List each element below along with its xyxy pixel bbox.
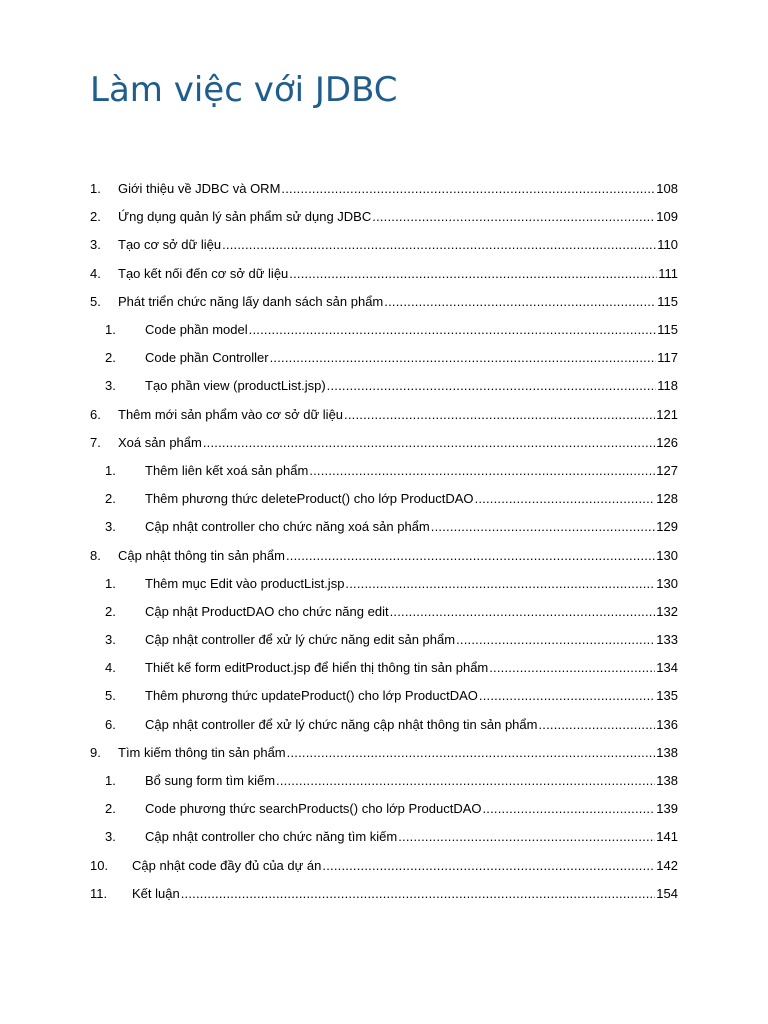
- toc-entry[interactable]: [90, 541, 678, 569]
- toc-entry-title: Thêm phương thức deleteProduct() cho lớp ProductDAO: [145, 491, 474, 507]
- toc-entry-number: 5.: [105, 688, 116, 704]
- toc-entry-number: 6.: [105, 716, 116, 732]
- toc-dot-leader: [344, 401, 655, 429]
- toc-entry[interactable]: [90, 852, 678, 880]
- toc-subentry[interactable]: [90, 513, 678, 541]
- toc-entry-title: Thêm mới sản phẩm vào cơ sở dữ liệu: [118, 406, 344, 422]
- toc-entry-page: 117: [657, 350, 678, 366]
- toc-subentry[interactable]: [90, 654, 678, 682]
- toc-entry-number: 7.: [90, 434, 101, 450]
- toc-entry-page: 128: [656, 491, 678, 507]
- toc-entry-title: Ứng dụng quản lý sản phẩm sử dụng JDBC: [118, 209, 372, 225]
- toc-subentry[interactable]: [90, 626, 678, 654]
- toc-entry-title: Thêm liên kết xoá sản phẩm: [145, 462, 309, 478]
- toc-entry-page: 121: [656, 406, 678, 422]
- toc-entry-number: 1.: [105, 322, 116, 338]
- toc-entry-title: Phát triển chức năng lấy danh sách sản phẩm: [118, 293, 384, 309]
- toc-dot-leader: [222, 231, 656, 259]
- toc-dot-leader: [345, 570, 655, 598]
- toc-entry-page: 138: [656, 744, 678, 760]
- toc-entry-title: Bổ sung form tìm kiếm: [145, 773, 276, 789]
- toc-entry-title: Cập nhật controller để xử lý chức năng cập nhật thông tin sản phẩm: [145, 716, 538, 732]
- toc-entry[interactable]: [90, 880, 678, 908]
- toc-entry-number: 2.: [105, 350, 116, 366]
- toc-dot-leader: [286, 542, 655, 570]
- toc-dot-leader: [479, 682, 655, 710]
- toc-entry-number: 1.: [90, 181, 101, 197]
- toc-entry-number: 11.: [90, 885, 108, 901]
- toc-dot-leader: [281, 175, 655, 203]
- toc-entry[interactable]: [90, 203, 678, 231]
- toc-entry-page: 126: [656, 434, 678, 450]
- toc-entry-title: Code phương thức searchProducts() cho lớp ProductDAO: [145, 801, 482, 817]
- toc-entry[interactable]: [90, 175, 678, 203]
- toc-entry-number: 3.: [90, 237, 101, 253]
- toc-entry-title: Tạo phần view (productList.jsp): [145, 378, 326, 394]
- toc-entry-number: 10.: [90, 857, 109, 873]
- toc-subentry[interactable]: [90, 316, 678, 344]
- toc-dot-leader: [456, 626, 655, 654]
- toc-entry-title: Thêm mục Edit vào productList.jsp: [145, 575, 345, 591]
- toc-entry[interactable]: [90, 288, 678, 316]
- toc-entry[interactable]: [90, 429, 678, 457]
- toc-entry-number: 1.: [105, 773, 116, 789]
- toc-entry-page: 108: [656, 181, 678, 197]
- toc-entry-page: 130: [656, 547, 678, 563]
- document-title: Làm việc với JDBC: [90, 70, 398, 110]
- toc-entry-number: 1.: [105, 462, 116, 478]
- toc-entry-number: 6.: [90, 406, 101, 422]
- toc-dot-leader: [372, 203, 655, 231]
- toc-entry-title: Cập nhật code đầy đủ của dự án: [132, 857, 322, 873]
- toc-entry-number: 5.: [90, 293, 101, 309]
- toc-subentry[interactable]: [90, 598, 678, 626]
- toc-dot-leader: [489, 654, 655, 682]
- toc-entry-page: 109: [656, 209, 678, 225]
- toc-entry-number: 2.: [90, 209, 101, 225]
- toc-dot-leader: [287, 739, 656, 767]
- toc-dot-leader: [384, 288, 656, 316]
- toc-entry-title: Tạo cơ sở dữ liệu: [118, 237, 222, 253]
- toc-dot-leader: [203, 429, 655, 457]
- toc-entry-title: Tạo kết nối đến cơ sở dữ liệu: [118, 265, 289, 281]
- toc-entry[interactable]: [90, 231, 678, 259]
- toc-entry-number: 8.: [90, 547, 101, 563]
- toc-entry-title: Cập nhật thông tin sản phẩm: [118, 547, 285, 563]
- toc-subentry[interactable]: [90, 682, 678, 710]
- toc-entry-title: Cập nhật controller cho chức năng tìm kiếm: [145, 829, 398, 845]
- toc-entry-page: 111: [658, 265, 678, 281]
- toc-dot-leader: [289, 260, 657, 288]
- toc-entry-title: Giới thiệu về JDBC và ORM: [118, 181, 281, 197]
- toc-entry-title: Kết luận: [132, 885, 180, 901]
- toc-entry-page: 132: [656, 603, 678, 619]
- toc-entry-title: Code phần model: [145, 322, 248, 338]
- toc-entry-title: Thiết kế form editProduct.jsp để hiển thị thông tin sản phẩm: [145, 660, 489, 676]
- toc-entry-page: 129: [656, 519, 678, 535]
- toc-entry-number: 2.: [105, 603, 116, 619]
- toc-entry-number: 2.: [105, 801, 116, 817]
- toc-dot-leader: [270, 344, 657, 372]
- toc-entry[interactable]: [90, 401, 678, 429]
- toc-subentry[interactable]: [90, 767, 678, 795]
- toc-dot-leader: [276, 767, 655, 795]
- toc-entry-number: 2.: [105, 491, 116, 507]
- toc-entry-page: 139: [656, 801, 678, 817]
- toc-entry-page: 134: [656, 660, 678, 676]
- toc-entry[interactable]: [90, 260, 678, 288]
- toc-entry-page: 135: [656, 688, 678, 704]
- toc-entry-title: Code phần Controller: [145, 350, 269, 366]
- toc-subentry[interactable]: [90, 372, 678, 400]
- toc-entry-title: Cập nhật controller để xử lý chức năng edit sản phẩm: [145, 632, 456, 648]
- toc-dot-leader: [327, 372, 657, 400]
- toc-entry-page: 138: [656, 773, 678, 789]
- toc-entry-title: Cập nhật ProductDAO cho chức năng edit: [145, 603, 389, 619]
- toc-entry-number: 3.: [105, 632, 116, 648]
- toc-dot-leader: [398, 823, 655, 851]
- toc-dot-leader: [483, 795, 656, 823]
- toc-dot-leader: [249, 316, 657, 344]
- toc-entry-page: 115: [657, 322, 678, 338]
- toc-entry-number: 3.: [105, 829, 116, 845]
- toc-dot-leader: [431, 513, 656, 541]
- toc-entry-title: Tìm kiếm thông tin sản phẩm: [118, 744, 286, 760]
- toc-dot-leader: [322, 852, 655, 880]
- toc-subentry[interactable]: [90, 795, 678, 823]
- toc-entry-page: 141: [656, 829, 678, 845]
- toc-entry-number: 3.: [105, 378, 116, 394]
- toc-entry-page: 110: [657, 237, 678, 253]
- toc-entry-page: 118: [657, 378, 678, 394]
- toc-dot-leader: [390, 598, 656, 626]
- toc-entry-page: 154: [656, 885, 678, 901]
- toc-entry-number: 4.: [90, 265, 101, 281]
- toc-entry-page: 142: [656, 857, 678, 873]
- toc-entry-title: Thêm phương thức updateProduct() cho lớp ProductDAO: [145, 688, 478, 704]
- table-of-contents: [90, 175, 678, 908]
- toc-entry-page: 130: [656, 575, 678, 591]
- toc-dot-leader: [538, 711, 655, 739]
- toc-entry-title: Cập nhật controller cho chức năng xoá sản phẩm: [145, 519, 430, 535]
- toc-entry-number: 4.: [105, 660, 116, 676]
- toc-entry[interactable]: [90, 739, 678, 767]
- toc-subentry[interactable]: [90, 485, 678, 513]
- toc-entry-page: 127: [656, 462, 678, 478]
- toc-subentry[interactable]: [90, 344, 678, 372]
- toc-entry-page: 115: [657, 293, 678, 309]
- toc-entry-page: 136: [656, 716, 678, 732]
- toc-dot-leader: [181, 880, 656, 908]
- toc-entry-number: 9.: [90, 744, 101, 760]
- toc-entry-title: Xoá sản phẩm: [118, 434, 202, 450]
- toc-entry-number: 1.: [105, 575, 116, 591]
- toc-dot-leader: [309, 457, 655, 485]
- toc-subentry[interactable]: [90, 711, 678, 739]
- toc-entry-page: 133: [656, 632, 678, 648]
- toc-subentry[interactable]: [90, 823, 678, 851]
- toc-subentry[interactable]: [90, 457, 678, 485]
- toc-dot-leader: [475, 485, 656, 513]
- toc-entry-number: 3.: [105, 519, 116, 535]
- toc-subentry[interactable]: [90, 570, 678, 598]
